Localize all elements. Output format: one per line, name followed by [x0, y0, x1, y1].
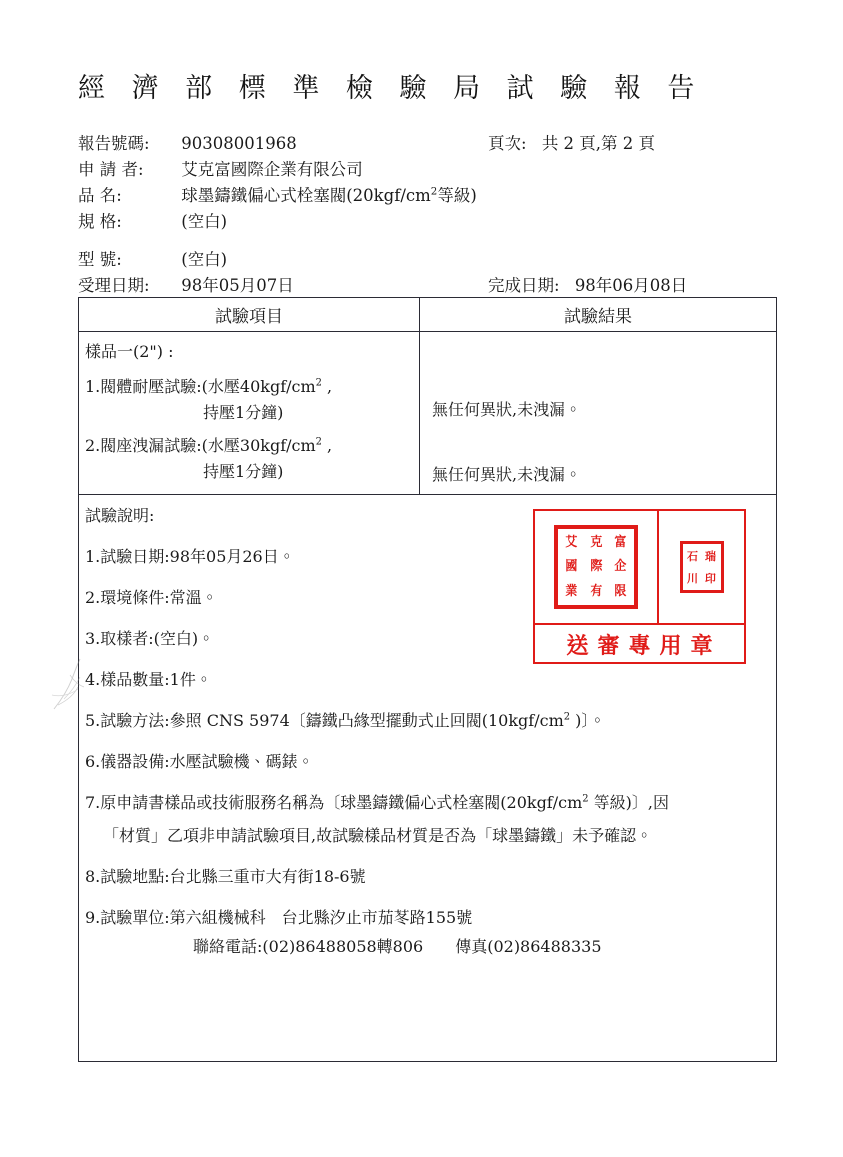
- note-test-method-suffix: )〕。: [570, 711, 606, 730]
- note-original-name-prefix: 7.原申請書樣品或技術服務名稱為〔球墨鑄鐵偏心式栓塞閥(20kgf/cm: [85, 793, 583, 812]
- test-result-2: 無任何異狀,未洩漏。: [432, 465, 582, 484]
- model-row: [78, 246, 778, 272]
- report-number-row: [78, 130, 778, 156]
- test-item-1-suffix: ,: [321, 377, 333, 396]
- note-test-location: 8.試驗地點:台北縣三重市大有街18-6號: [85, 867, 366, 886]
- column-header-test-result: 試驗結果: [564, 307, 632, 327]
- seal-char: 國: [565, 559, 578, 575]
- seal-char: 石: [687, 549, 698, 563]
- test-items-cell: [79, 332, 420, 494]
- table-row: [79, 332, 776, 494]
- note-original-name-suffix: 等級)〕,因: [588, 793, 669, 812]
- product-name-prefix: 球墨鑄鐵偏心式栓塞閥(20kgf/cm: [181, 186, 431, 205]
- test-result-1: 無任何異狀,未洩漏。: [432, 400, 582, 419]
- table-header-row: [79, 298, 776, 332]
- seal-company-cell: [535, 511, 659, 623]
- test-results-cell: [420, 332, 776, 494]
- page-count-group: [488, 130, 655, 154]
- spec-label: 規 格:: [78, 212, 122, 231]
- seal-char: 克: [590, 534, 602, 550]
- note-equipment: 6.儀器設備:水壓試驗機、碼錶。: [85, 752, 314, 771]
- received-date-label: 受理日期:: [78, 276, 150, 295]
- test-item-1-prefix: 1.閥體耐壓試驗:(水壓40kgf/cm: [85, 377, 316, 396]
- test-item-1-superscript: 2: [315, 377, 322, 389]
- note-test-method: [85, 708, 776, 731]
- note-test-method-superscript: 2: [563, 711, 571, 723]
- test-item-1-line2: 持壓1分鐘): [203, 403, 284, 422]
- seal-upper-section: [535, 511, 744, 625]
- page-count-label: 頁次:: [488, 134, 527, 153]
- test-item-2-suffix: ,: [321, 436, 333, 455]
- personal-seal-icon: [680, 541, 724, 593]
- seal-char: 企: [614, 559, 627, 575]
- seal-char: 有: [590, 584, 602, 600]
- completed-date-group: [488, 272, 687, 296]
- report-header-meta: [78, 130, 778, 298]
- note-original-name-continued: 「材質」乙項非申請試驗項目,故試驗樣品材質是否為「球墨鑄鐵」未予確認。: [103, 826, 653, 845]
- product-name-value: [181, 182, 477, 206]
- seal-char: 限: [614, 584, 627, 600]
- page-count-value: 共 2 頁,第 2 頁: [541, 134, 656, 153]
- note-test-unit: 9.試驗單位:第六組機械科 台北縣汐止市茄苳路155號: [85, 908, 473, 927]
- test-item-2-line1: [85, 433, 419, 456]
- product-name-suffix: 等級): [437, 186, 477, 205]
- completed-date-label: 完成日期:: [488, 276, 560, 295]
- seal-char: 川: [687, 571, 698, 585]
- note-environment: 2.環境條件:常溫。: [85, 588, 218, 607]
- seal-char: 富: [614, 534, 627, 550]
- model-label: 型 號:: [78, 250, 122, 269]
- note-contact-info: 聯絡電話:(02)86488058轉806 傳真(02)86488335: [193, 937, 602, 956]
- test-results-table: [78, 297, 777, 1062]
- test-item-1-line1: [85, 374, 419, 397]
- spec-value: (空白): [181, 212, 228, 231]
- report-number-label: 報告號碼:: [78, 134, 150, 153]
- sample-heading: 樣品一(2") :: [85, 342, 174, 361]
- seal-char: 瑞: [705, 549, 716, 563]
- applicant-label: 申 請 者:: [78, 160, 144, 179]
- note-sampler: 3.取樣者:(空白)。: [85, 629, 215, 648]
- spec-row: [78, 208, 778, 234]
- page-title: 經 濟 部 標 準 檢 驗 局 試 驗 報 告: [78, 73, 704, 104]
- applicant-value: 艾克富國際企業有限公司: [181, 160, 363, 179]
- company-seal-icon: [554, 525, 638, 609]
- note-test-method-prefix: 5.試驗方法:參照 CNS 5974〔鑄鐵凸緣型擺動式止回閥(10kgf/cm: [85, 711, 564, 730]
- note-original-name: [85, 790, 776, 813]
- product-name-label: 品 名:: [78, 186, 122, 205]
- approval-seal-stamp: [533, 509, 746, 664]
- received-date-value: 98年05月07日: [181, 276, 294, 295]
- seal-name-cell: [659, 511, 744, 623]
- note-sample-quantity: 4.樣品數量:1件。: [85, 670, 212, 689]
- test-item-2-prefix: 2.閥座洩漏試驗:(水壓30kgf/cm: [85, 436, 316, 455]
- dates-row: [78, 272, 778, 298]
- model-value: (空白): [181, 250, 228, 269]
- notes-title: 試驗說明:: [85, 506, 155, 525]
- report-number-value: 90308001968: [181, 134, 297, 153]
- seal-footer-text: 送審專用章: [566, 632, 722, 659]
- note-original-name-superscript: 2: [582, 793, 589, 805]
- seal-char: 印: [705, 571, 716, 585]
- completed-date-value: 98年06月08日: [574, 276, 688, 295]
- product-name-row: [78, 182, 778, 208]
- test-item-2-line2: 持壓1分鐘): [203, 462, 284, 481]
- seal-char: 際: [590, 559, 602, 575]
- note-test-date: 1.試驗日期:98年05月26日。: [85, 547, 295, 566]
- test-item-2-superscript: 2: [315, 436, 322, 448]
- column-header-test-item: 試驗項目: [79, 298, 420, 331]
- applicant-row: [78, 156, 778, 182]
- seal-char: 艾: [565, 534, 578, 550]
- test-notes-section: [79, 494, 776, 1061]
- seal-char: 業: [565, 584, 578, 600]
- product-name-superscript: 2: [430, 186, 438, 198]
